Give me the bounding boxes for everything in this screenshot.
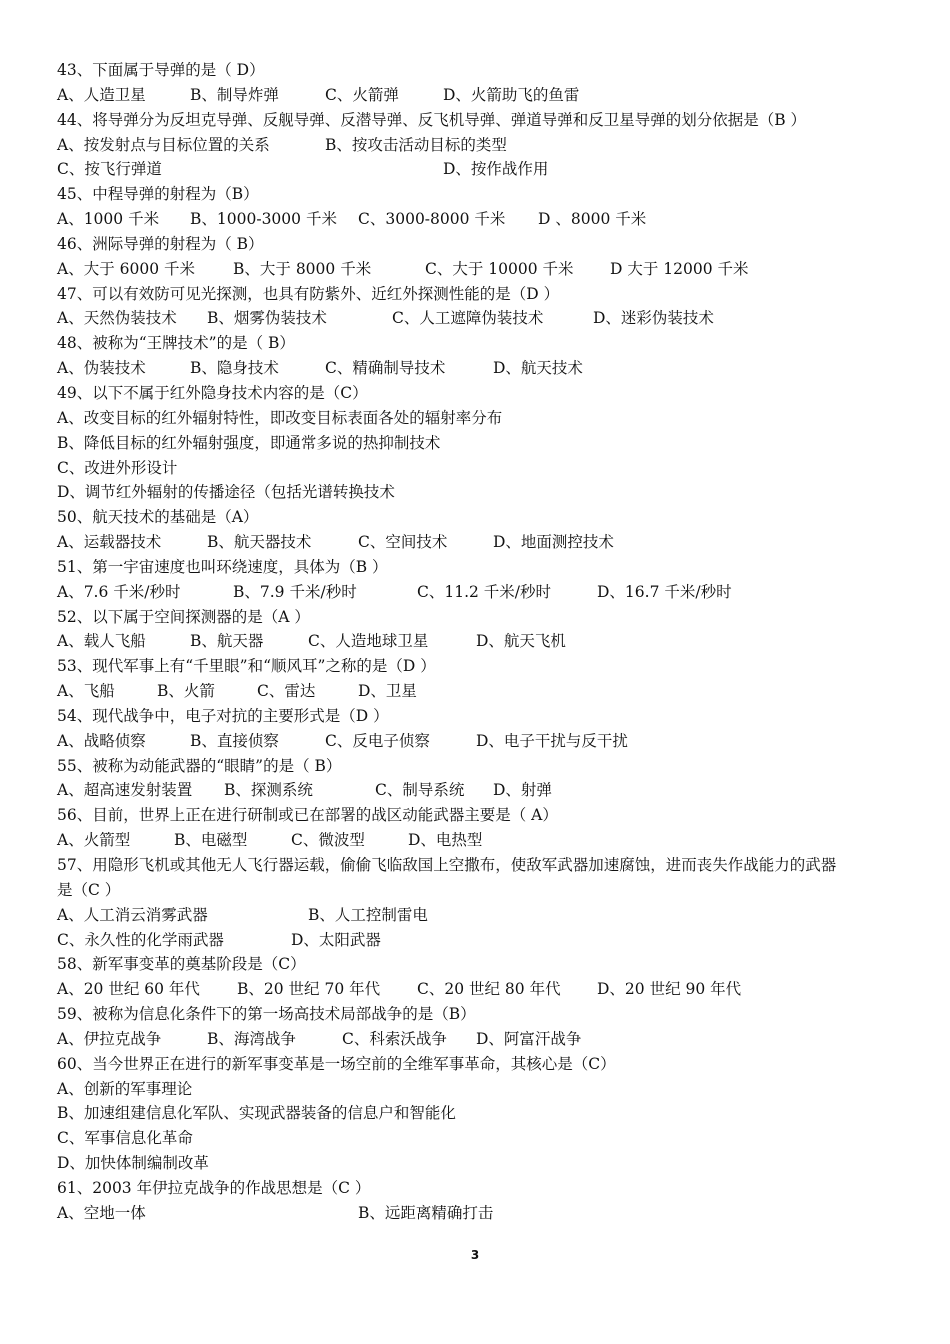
answer-option: A、战略侦察	[57, 731, 146, 750]
answer-option: B、航天器技术	[207, 533, 312, 552]
answer-option: B、直接侦察	[190, 731, 279, 750]
question-text	[57, 1176, 897, 1201]
question-text	[57, 505, 897, 530]
answer-option: B、隐身技术	[190, 359, 279, 378]
question-text	[57, 605, 897, 630]
answer-option: A、伊拉克战争	[57, 1029, 162, 1048]
options-line	[57, 306, 897, 331]
answer-option: B、7.9 千米/秒时	[233, 582, 357, 601]
question-stem: 57、用隐形飞机或其他无人飞行器运载，偷偷飞临敌国上空撒布，使敌军武器加速腐蚀，进而丧失作战能力的武器	[57, 856, 837, 874]
options-line	[57, 83, 897, 108]
options-line	[57, 207, 897, 232]
options-line	[57, 1151, 897, 1176]
question-text	[57, 58, 897, 83]
answer-option: A、大于 6000 千米	[57, 259, 195, 278]
answer-option: C、按飞行弹道	[57, 160, 162, 179]
answer-option: D、太阳武器	[291, 930, 381, 949]
question-text	[57, 878, 897, 903]
question-stem: 44、将导弹分为反坦克导弹、反舰导弹、反潜导弹、反飞机导弹、弹道导弹和反卫星导弹的划分依据是（B ）	[57, 110, 807, 129]
answer-option: C、微波型	[291, 831, 365, 850]
question-stem: 58、新军事变革的奠基阶段是（C）	[57, 955, 306, 974]
question-text	[57, 853, 897, 878]
options-line	[57, 1101, 897, 1126]
answer-option: B、海湾战争	[207, 1029, 296, 1048]
answer-option: B、火箭	[157, 682, 215, 701]
answer-option: A、超高速发射装置	[57, 781, 193, 800]
answer-option: D、电热型	[408, 831, 483, 850]
question-stem: 60、当今世界正在进行的新军事变革是一场空前的全维军事革命，其核心是（C）	[57, 1054, 616, 1073]
answer-option: B、电磁型	[174, 831, 248, 850]
options-line	[57, 133, 897, 158]
question-stem: 61、2003 年伊拉克战争的作战思想是（C ）	[57, 1178, 371, 1197]
options-line	[57, 903, 897, 928]
answer-option: D、迷彩伪装技术	[593, 309, 714, 328]
answer-option: C、精确制导技术	[325, 359, 446, 378]
question-text	[57, 232, 897, 257]
question-text	[57, 1002, 897, 1027]
question-stem: 48、被称为“王牌技术”的是（ B）	[57, 334, 295, 353]
answer-option: D 、8000 千米	[538, 210, 647, 229]
answer-option: D、航天技术	[493, 359, 583, 378]
options-line	[57, 729, 897, 754]
question-stem: 46、洲际导弹的射程为（ B）	[57, 234, 264, 253]
options-line	[57, 257, 897, 282]
answer-option: D、20 世纪 90 年代	[597, 980, 742, 999]
answer-option: B、航天器	[190, 632, 264, 651]
options-line	[57, 1126, 897, 1151]
options-line	[57, 356, 897, 381]
answer-option: C、制导系统	[375, 781, 465, 800]
question-stem: 52、以下属于空间探测器的是（A ）	[57, 607, 310, 626]
answer-option: A、飞船	[57, 682, 115, 701]
question-text	[57, 654, 897, 679]
options-line	[57, 530, 897, 555]
options-line	[57, 157, 897, 182]
answer-option: C、20 世纪 80 年代	[417, 980, 561, 999]
question-text	[57, 555, 897, 580]
answer-option: B、降低目标的红外辐射强度，即通常多说的热抑制技术	[57, 433, 441, 452]
question-text	[57, 282, 897, 307]
answer-option: C、科索沃战争	[342, 1029, 447, 1048]
question-text	[57, 182, 897, 207]
question-stem: 43、下面属于导弹的是（ D）	[57, 61, 265, 79]
answer-option: D、加快体制编制改革	[57, 1154, 209, 1173]
answer-option: C、空间技术	[358, 533, 448, 552]
answer-option: C、11.2 千米/秒时	[417, 582, 552, 601]
answer-option: A、人工消云消雾武器	[57, 905, 208, 924]
answer-option: B、远距离精确打击	[358, 1203, 494, 1222]
answer-option: A、1000 千米	[57, 210, 160, 229]
question-text	[57, 952, 897, 977]
options-line	[57, 928, 897, 953]
question-stem: 47、可以有效防可见光探测，也具有防紫外、近红外探测性能的是（D ）	[57, 284, 560, 303]
options-line	[57, 431, 897, 456]
answer-option: B、烟雾伪装技术	[207, 309, 327, 328]
question-stem: 45、中程导弹的射程为（B）	[57, 185, 259, 204]
answer-option: C、人工遮障伪装技术	[392, 309, 544, 328]
question-text	[57, 381, 897, 406]
answer-option: A、20 世纪 60 年代	[57, 980, 200, 999]
answer-option: C、永久性的化学雨武器	[57, 930, 224, 949]
answer-option: A、运载器技术	[57, 533, 162, 552]
answer-option: C、雷达	[257, 682, 316, 701]
answer-option: A、创新的军事理论	[57, 1079, 193, 1098]
options-line	[57, 1201, 897, 1226]
answer-option: D、调节红外辐射的传播途径（包括光谱转换技术	[57, 483, 395, 502]
question-stem: 49、以下不属于红外隐身技术内容的是（C）	[57, 383, 368, 402]
answer-option: A、按发射点与目标位置的关系	[57, 135, 270, 154]
options-line	[57, 456, 897, 481]
question-text	[57, 1052, 897, 1077]
answer-option: D 大于 12000 千米	[610, 259, 749, 278]
question-stem: 53、现代军事上有“千里眼”和“顺风耳”之称的是（D ）	[57, 657, 436, 676]
question-stem: 59、被称为信息化条件下的第一场高技术局部战争的是（B）	[57, 1005, 476, 1024]
question-stem: 是（C ）	[57, 880, 121, 899]
answer-option: B、按攻击活动目标的类型	[325, 135, 507, 154]
answer-option: D、卫星	[358, 682, 417, 701]
question-list	[57, 58, 897, 1226]
answer-option: A、火箭型	[57, 831, 131, 850]
options-line	[57, 778, 897, 803]
answer-option: C、火箭弹	[325, 85, 399, 104]
answer-option: B、1000-3000 千米	[190, 210, 337, 229]
answer-option: A、7.6 千米/秒时	[57, 582, 181, 601]
options-line	[57, 580, 897, 605]
question-stem: 51、第一宇宙速度也叫环绕速度，具体为（B ）	[57, 557, 388, 576]
question-stem: 50、航天技术的基础是（A）	[57, 508, 259, 527]
answer-option: C、人造地球卫星	[308, 632, 429, 651]
answer-option: D、16.7 千米/秒时	[597, 582, 732, 601]
answer-option: A、人造卫星	[57, 85, 146, 104]
question-text	[57, 754, 897, 779]
answer-option: D、地面测控技术	[493, 533, 614, 552]
answer-option: A、改变目标的红外辐射特性，即改变目标表面各处的辐射率分布	[57, 408, 503, 427]
answer-option: C、改进外形设计	[57, 458, 178, 477]
answer-option: A、天然伪装技术	[57, 309, 177, 328]
options-line	[57, 977, 897, 1002]
page-number: 3	[470, 1248, 480, 1262]
question-stem: 55、被称为动能武器的“眼睛”的是（ B）	[57, 756, 342, 775]
answer-option: A、空地一体	[57, 1203, 146, 1222]
answer-option: D、火箭助飞的鱼雷	[443, 85, 580, 104]
question-text	[57, 331, 897, 356]
answer-option: A、伪装技术	[57, 359, 146, 378]
options-line	[57, 480, 897, 505]
question-stem: 56、目前，世界上正在进行研制或已在部署的战区动能武器主要是（ A）	[57, 806, 558, 825]
answer-option: C、反电子侦察	[325, 731, 430, 750]
options-line	[57, 679, 897, 704]
question-text	[57, 108, 897, 133]
answer-option: D、电子干扰与反干扰	[476, 731, 628, 750]
answer-option: D、按作战作用	[443, 160, 549, 179]
question-text	[57, 704, 897, 729]
answer-option: B、探测系统	[224, 781, 313, 800]
answer-option: A、载人飞船	[57, 632, 146, 651]
answer-option: B、制导炸弹	[190, 85, 279, 104]
answer-option: B、20 世纪 70 年代	[237, 980, 381, 999]
answer-option: B、人工控制雷电	[308, 905, 428, 924]
answer-option: C、3000-8000 千米	[358, 210, 506, 229]
answer-option: D、阿富汗战争	[476, 1029, 582, 1048]
answer-option: D、射弹	[493, 781, 552, 800]
answer-option: B、加速组建信息化军队、实现武器装备的信息户和智能化	[57, 1104, 456, 1123]
options-line	[57, 629, 897, 654]
options-line	[57, 1077, 897, 1102]
options-line	[57, 828, 897, 853]
answer-option: C、大于 10000 千米	[425, 259, 574, 278]
options-line	[57, 1027, 897, 1052]
question-stem: 54、现代战争中，电子对抗的主要形式是（D ）	[57, 706, 389, 725]
answer-option: C、军事信息化革命	[57, 1129, 193, 1148]
answer-option: B、大于 8000 千米	[233, 259, 372, 278]
answer-option: D、航天飞机	[476, 632, 566, 651]
question-text	[57, 803, 897, 828]
options-line	[57, 406, 897, 431]
